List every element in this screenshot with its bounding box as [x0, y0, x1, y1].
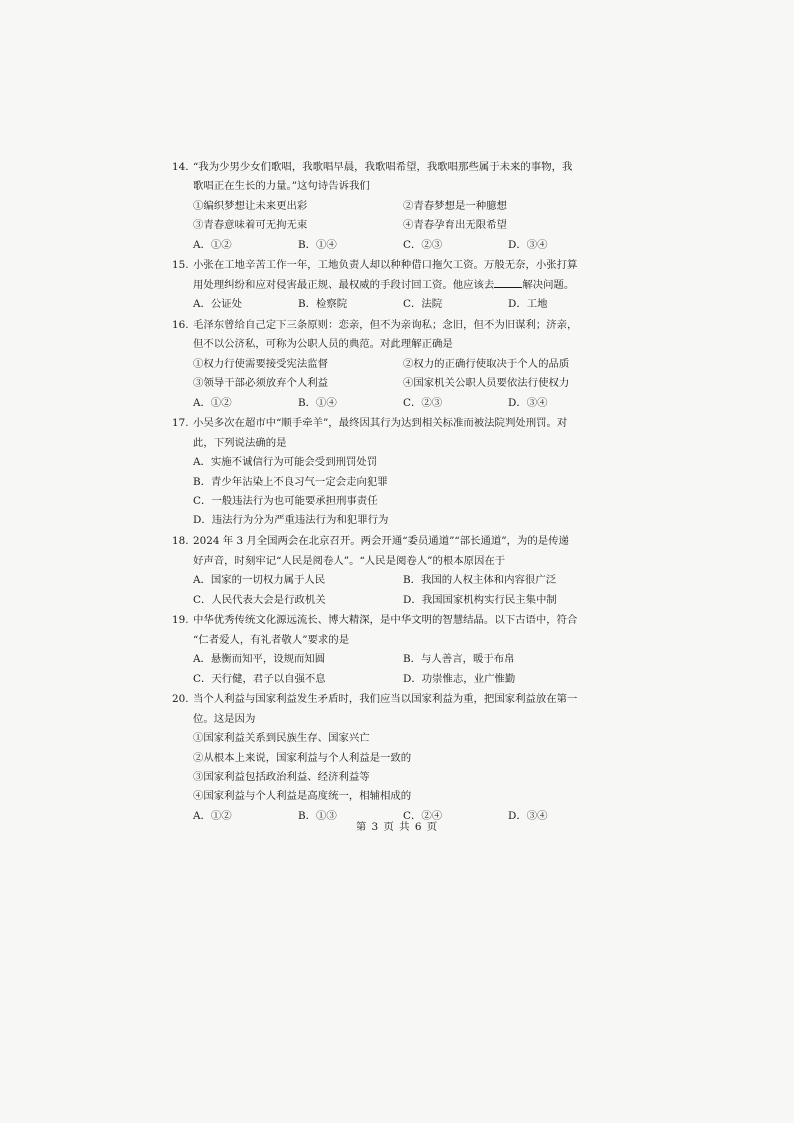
option-c: C．一般违法行为也可能要承担刑事责任 — [193, 495, 378, 508]
question-stem: 位。这是因为 — [193, 712, 256, 725]
question-stem: “仁者爱人，有礼者敬人”要求的是 — [193, 633, 350, 646]
option-row — [172, 236, 612, 255]
option-a: A．悬衡而知平，设规而知圆 — [193, 653, 326, 666]
option-d: D．③④ — [508, 238, 548, 251]
option-d: D．功崇惟志，业广惟勤 — [403, 672, 516, 685]
question-stem: 当个人利益与国家利益发生矛盾时，我们应当以国家利益为重，把国家利益放在第一 — [193, 693, 578, 706]
question-stem: 歌唱正在生长的力量。”这句诗告诉我们 — [193, 180, 370, 193]
statement: ④国家机关公职人员要依法行使权力 — [403, 377, 570, 390]
statement: ③青春意味着可无拘无束 — [193, 219, 308, 232]
option-c: C．人民代表大会是行政机关 — [193, 593, 326, 606]
statement: ④青春孕育出无限希望 — [403, 219, 507, 232]
option-c: C．②③ — [403, 396, 443, 409]
question-number: 19. — [172, 614, 189, 627]
question-18 — [172, 532, 612, 610]
question-stem: 此，下列说法确的是 — [193, 436, 287, 449]
question-15 — [172, 256, 612, 314]
option-d: D．我国国家机构实行民主集中制 — [403, 593, 557, 606]
question-20 — [172, 690, 612, 826]
question-stem: 中华优秀传统文化源远流长、博大精深，是中华文明的智慧结晶。以下古语中，符合 — [193, 614, 578, 627]
question-stem-part: 解决问题。 — [522, 278, 575, 291]
option-b: B．青少年沾染上不良习气一定会走向犯罪 — [193, 475, 388, 488]
option-b: B．①③ — [298, 809, 337, 822]
option-grid — [172, 650, 612, 689]
option-d: D．③④ — [508, 396, 548, 409]
option-a: A．国家的一切权力属于人民 — [193, 574, 326, 587]
question-stem — [172, 276, 612, 295]
option-c: C．②④ — [403, 809, 443, 822]
option-b: B．①④ — [298, 396, 337, 409]
question-list — [172, 158, 612, 828]
statement: ①权力行使需要接受宪法监督 — [193, 357, 329, 370]
option-a: A．①② — [193, 809, 232, 822]
question-19 — [172, 611, 612, 689]
question-stem: 小张在工地辛苦工作一年，工地负责人却以种种借口拖欠工资。万般无奈，小张打算 — [193, 259, 578, 272]
question-number: 20. — [172, 693, 189, 706]
statement: ②青春梦想是一种臆想 — [403, 199, 507, 212]
question-stem: 小吴多次在超市中“顺手牵羊”，最终因其行为达到相关标准而被法院判处刑罚。对 — [193, 417, 568, 430]
option-b: B．我国的人权主体和内容很广泛 — [403, 574, 557, 587]
option-row — [172, 394, 612, 413]
option-c: C．②③ — [403, 238, 443, 251]
question-16 — [172, 316, 612, 413]
question-number: 16. — [172, 319, 189, 332]
option-b: B．检察院 — [298, 298, 348, 311]
statement: ①编织梦想让未来更出彩 — [193, 199, 308, 212]
statement: ①国家利益关系到民族生存、国家兴亡 — [193, 732, 370, 745]
option-c: C．天行健，君子以自强不息 — [193, 672, 326, 685]
option-b: B．①④ — [298, 238, 337, 251]
option-row — [172, 295, 612, 314]
question-stem: “我为少男少女们歌唱，我歌唱早晨，我歌唱希望，我歌唱那些属于未来的事物，我 — [193, 161, 573, 173]
question-stem: 但不以公济私，可称为公职人员的典范。对此理解正确是 — [193, 338, 453, 351]
option-a: A．①② — [193, 396, 232, 409]
statement-grid — [172, 197, 612, 236]
question-number: 17. — [172, 417, 189, 430]
option-grid — [172, 571, 612, 610]
question-stem: 好声音，时刻牢记“人民是阅卷人”。“人民是阅卷人”的根本原因在于 — [193, 554, 506, 567]
question-stem-part: 用处理纠纷和应对侵害最正规、最权威的手段讨回工资。他应该去 — [193, 278, 495, 291]
statement: ②权力的正确行使取决于个人的品质 — [403, 357, 570, 370]
question-number: 18. — [172, 535, 189, 548]
option-a: A．公证处 — [193, 298, 243, 311]
option-d: D．③④ — [508, 809, 548, 822]
option-a: A．实施不诚信行为可能会受到刑罚处罚 — [193, 456, 378, 469]
statement: ③国家利益包括政治利益、经济利益等 — [193, 770, 370, 783]
question-stem: 毛泽东曾给自己定下三条原则：恋亲，但不为亲询私；念旧，但不为旧谋利；济亲， — [193, 319, 578, 332]
question-number: 14. — [172, 161, 189, 173]
option-a: A．①② — [193, 238, 232, 251]
statement: ③领导干部必须放弃个人利益 — [193, 377, 329, 390]
question-stem: 2024 年 3 月全国两会在北京召开。两会开通“委员通道”“部长通道”，为的是传递 — [193, 535, 569, 548]
statement: ②从根本上来说，国家利益与个人利益是一致的 — [193, 751, 412, 764]
question-14 — [172, 158, 612, 255]
option-d: D．工地 — [508, 298, 548, 311]
statement: ④国家利益与个人利益是高度统一，相辅相成的 — [193, 790, 412, 803]
question-17 — [172, 414, 612, 530]
page-footer: 第 3 页 共 6 页 — [355, 821, 439, 833]
question-number: 15. — [172, 259, 189, 272]
option-c: C．法院 — [403, 298, 443, 311]
option-b: B．与人善言，暖于布帛 — [403, 653, 515, 666]
statement-grid — [172, 355, 612, 394]
option-d: D．违法行为分为严重违法行为和犯罪行为 — [193, 514, 389, 527]
answer-blank — [494, 277, 522, 288]
